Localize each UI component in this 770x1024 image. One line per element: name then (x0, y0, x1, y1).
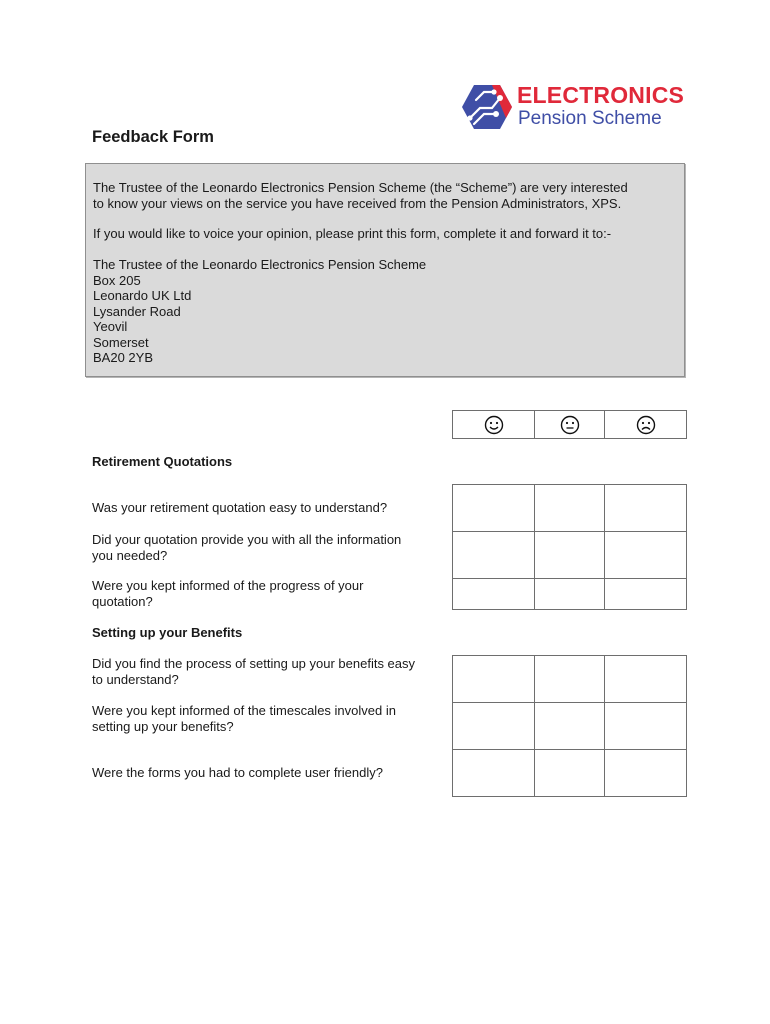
rating-cell-sad[interactable] (605, 703, 687, 750)
question-text: setting up your benefits? (92, 719, 234, 734)
intro-line-2: to know your views on the service you have received from the Pension Administrators, XPS. (93, 195, 622, 211)
question-2 (92, 532, 452, 564)
happy-column-header (453, 411, 535, 439)
circuit-hexagon-icon (462, 84, 512, 130)
address-line: Box 205 (93, 272, 141, 288)
question-text: Did your quotation provide you with all the information (92, 532, 402, 547)
rating-cell-neutral[interactable] (535, 750, 605, 797)
rating-cell-happy[interactable] (453, 703, 535, 750)
rating-cell-happy[interactable] (453, 579, 535, 610)
address-line: The Trustee of the Leonardo Electronics Pension Scheme (93, 257, 427, 272)
section-heading-setting-up-benefits: Setting up your Benefits (92, 625, 243, 640)
address-line: BA20 2YB (93, 350, 153, 365)
question-text: you needed? (92, 548, 168, 563)
question-5 (92, 703, 452, 735)
rating-cell-neutral[interactable] (535, 656, 605, 703)
intro-paragraph-1 (93, 180, 628, 211)
section-heading-retirement-quotations: Retirement Quotations (92, 454, 233, 469)
rating-cell-neutral[interactable] (535, 485, 605, 532)
address-line: Somerset (93, 334, 149, 350)
sad-column-header (605, 411, 687, 439)
question-text: Were you kept informed of the timescales involved in (92, 703, 396, 718)
rating-cell-happy[interactable] (453, 656, 535, 703)
rating-cell-neutral[interactable] (535, 532, 605, 579)
address-line: Leonardo UK Ltd (93, 288, 192, 303)
question-text: Was your retirement quotation easy to understand? (92, 500, 388, 515)
smiley-sad-icon (636, 415, 656, 435)
rating-header (452, 410, 687, 439)
rating-grid-benefits (452, 655, 687, 797)
address-block (93, 257, 426, 366)
question-3 (92, 578, 452, 610)
rating-cell-happy[interactable] (453, 532, 535, 579)
rating-cell-sad[interactable] (605, 579, 687, 610)
question-6 (92, 765, 452, 781)
logo-title: ELECTRONICS (517, 82, 685, 108)
rating-grid-retirement (452, 484, 687, 610)
neutral-column-header (535, 411, 605, 439)
rating-cell-happy[interactable] (453, 750, 535, 797)
logo-subtitle: Pension Scheme (518, 108, 662, 129)
question-text: to understand? (92, 672, 179, 687)
question-text: Were you kept informed of the progress of your (92, 578, 364, 593)
intro-paragraph-2: If you would like to voice your opinion, please print this form, complete it and forward it to:- (93, 226, 612, 241)
question-text: Did you find the process of setting up your benefits easy (92, 656, 416, 671)
question-1 (92, 500, 452, 516)
address-line: Yeovil (93, 319, 128, 334)
rating-cell-happy[interactable] (453, 485, 535, 532)
intro-box (85, 163, 685, 377)
rating-cell-neutral[interactable] (535, 579, 605, 610)
smiley-neutral-icon (560, 415, 580, 435)
question-text: Were the forms you had to complete user friendly? (92, 765, 383, 780)
address-line: Lysander Road (93, 303, 181, 319)
rating-cell-sad[interactable] (605, 750, 687, 797)
smiley-happy-icon (484, 415, 504, 435)
rating-cell-sad[interactable] (605, 485, 687, 532)
intro-line-1: The Trustee of the Leonardo Electronics Pension Scheme (the “Scheme”) are very interested (93, 180, 628, 195)
question-text: quotation? (92, 594, 153, 609)
scheme-logo (462, 82, 692, 134)
page-title: Feedback Form (92, 128, 214, 146)
rating-cell-sad[interactable] (605, 656, 687, 703)
rating-cell-sad[interactable] (605, 532, 687, 579)
rating-cell-neutral[interactable] (535, 703, 605, 750)
question-4 (92, 656, 452, 688)
